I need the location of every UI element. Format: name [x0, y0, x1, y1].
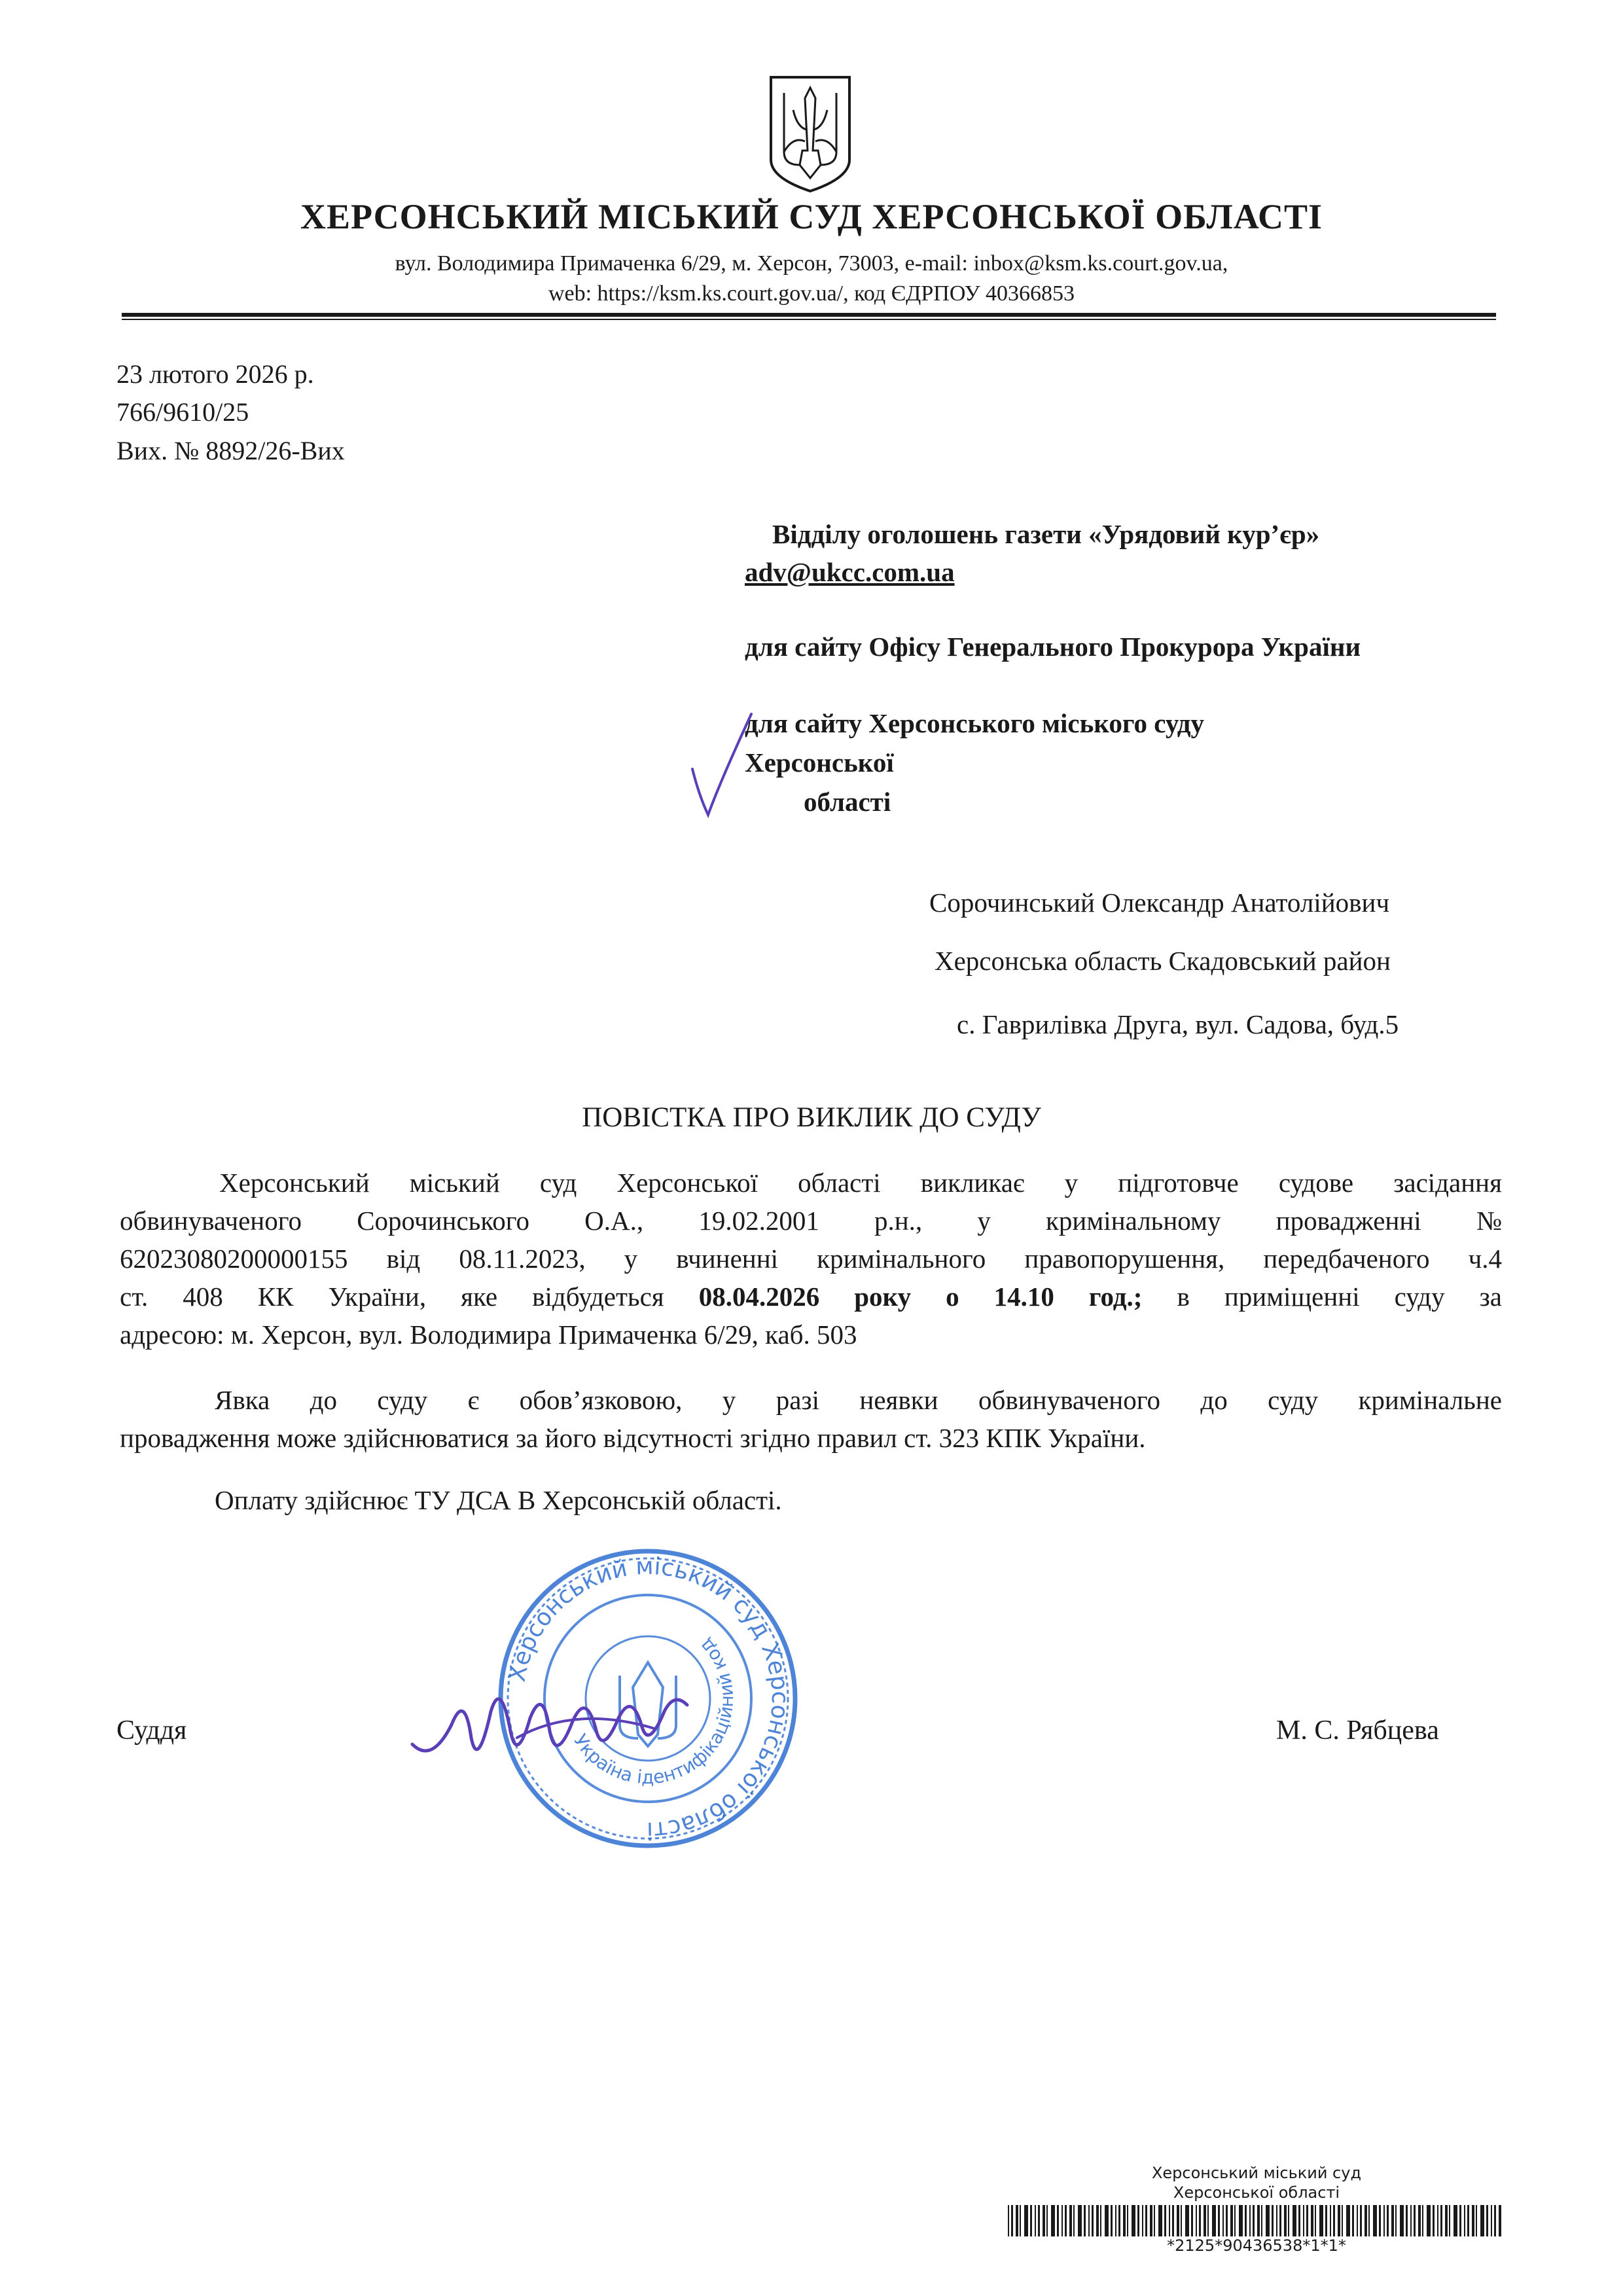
registration-code: *2125*90436538*1*1* [1167, 2236, 1346, 2255]
summons-p2-line2: провадження може здійснюватися за його відсутності згідно правил ст. 323 КПК України. [120, 1423, 1146, 1453]
barcode-bar [1414, 2205, 1416, 2236]
barcode-bar [1181, 2205, 1182, 2236]
barcode-bar [1111, 2205, 1113, 2236]
barcode-bar [1230, 2205, 1233, 2236]
barcode-bar [1132, 2205, 1135, 2236]
summons-p1-line5: адресою: м. Херсон, вул. Володимира Примаченка 6/29, каб. 503 [120, 1319, 857, 1350]
barcode-bar [1467, 2205, 1469, 2236]
barcode-bar [1360, 2205, 1362, 2236]
barcode-bar [1368, 2205, 1370, 2236]
barcode-bar [1311, 2205, 1313, 2236]
barcode-icon [1008, 2205, 1505, 2236]
coat-of-arms-icon [767, 73, 853, 195]
barcode-bar [1418, 2205, 1421, 2236]
court-address-line2: web: https://ksm.ks.court.gov.ua/, код ЄДРПОУ 40366853 [548, 281, 1075, 306]
barcode-bar [1154, 2205, 1155, 2236]
summons-p1-line1 [219, 1164, 1502, 1202]
barcode-bar [1410, 2205, 1412, 2236]
recipient-court-site-line2: Херсонської [745, 747, 894, 778]
barcode-bar [1115, 2205, 1116, 2236]
recipient-newspaper: Відділу оголошень газети «Урядовий кур’єр» [772, 519, 1320, 549]
addressee-region: Херсонська область Скадовський район [935, 946, 1391, 976]
barcode-bar [1088, 2205, 1090, 2236]
barcode-bar [1234, 2205, 1236, 2236]
barcode-bar [1127, 2205, 1128, 2236]
court-address-line1: вул. Володимира Примаченка 6/29, м. Херсон, 73003, e-mail: inbox@ksm.ks.court.gov.ua, [395, 251, 1228, 276]
barcode-bar [1303, 2205, 1304, 2236]
barcode-bar [1427, 2205, 1431, 2236]
summons-text: 62023080200000155 від 08.11.2023, у вчиненні кримінального правопорушення, передбаченого ч.4 [120, 1244, 1502, 1274]
check-mark-icon [681, 710, 759, 821]
summons-title: ПОВІСТКА ПРО ВИКЛИК ДО СУДУ [582, 1102, 1041, 1133]
summons-p1-line2 [120, 1202, 1502, 1240]
barcode-bar [1137, 2205, 1139, 2236]
barcode-bar [1491, 2205, 1492, 2236]
header-divider [122, 313, 1496, 317]
court-name: ХЕРСОНСЬКИЙ МІСЬКИЙ СУД ХЕРСОНСЬКОЇ ОБЛАСТІ [300, 197, 1323, 236]
barcode-bar [1433, 2205, 1435, 2236]
barcode-bar [1199, 2205, 1201, 2236]
barcode-bar [1315, 2205, 1316, 2236]
barcode-bar [1494, 2205, 1496, 2236]
barcode-bar [1333, 2205, 1335, 2236]
barcode-bar [1142, 2205, 1143, 2236]
barcode-bar [1387, 2205, 1389, 2236]
barcode-bar [1016, 2205, 1018, 2236]
recipient-email-link[interactable]: adv@ukcc.com.ua [745, 557, 955, 587]
addressee-name: Сорочинський Олександр Анатолійович [929, 888, 1390, 918]
barcode-bar [1373, 2205, 1377, 2236]
summons-text: Явка до суду є обов’язковою, у разі неявки обвинуваченого до суду кримінальне [215, 1385, 1502, 1415]
seal-outer-text: Херсонський міський суд Херсонської області [503, 1552, 794, 1844]
summons-p3: Оплату здійснює ТУ ДСА В Херсонській області. [215, 1485, 782, 1515]
barcode-bar [1364, 2205, 1367, 2236]
barcode-bar [1276, 2205, 1277, 2236]
barcode-bar [1346, 2205, 1350, 2236]
barcode-bar [1061, 2205, 1063, 2236]
barcode-bar [1406, 2205, 1408, 2236]
barcode-bar [1222, 2205, 1224, 2236]
barcode-bar [1445, 2205, 1448, 2236]
registration-court-line2: Херсонської області [1173, 2183, 1340, 2202]
barcode-bar [1196, 2205, 1197, 2236]
barcode-bar [1249, 2205, 1251, 2236]
barcode-bar [1011, 2205, 1013, 2236]
summons-text: обвинуваченого Сорочинського О.А., 19.02.2001 р.н., у кримінальному провадженні № [120, 1206, 1502, 1236]
barcode-bar [1253, 2205, 1255, 2236]
barcode-bar [1204, 2205, 1206, 2236]
barcode-bar [1383, 2205, 1385, 2236]
barcode-bar [1480, 2205, 1484, 2236]
barcode-bar [1024, 2205, 1028, 2236]
barcode-bar [1051, 2205, 1055, 2236]
recipient-court-site-line1: для сайту Херсонського міського суду [745, 708, 1205, 738]
summons-p1-line4 [120, 1278, 1502, 1316]
barcode-bar [1449, 2205, 1450, 2236]
barcode-bar [1084, 2205, 1086, 2236]
case-number: 766/9610/25 [116, 397, 249, 427]
barcode-bar [1073, 2205, 1075, 2236]
summons-text: в приміщенні суду за [1142, 1282, 1502, 1312]
barcode-bar [1020, 2205, 1021, 2236]
barcode-bar [1038, 2205, 1040, 2236]
barcode-bar [1035, 2205, 1036, 2236]
barcode-bar [1212, 2205, 1216, 2236]
barcode-bar [1191, 2205, 1193, 2236]
barcode-bar [1298, 2205, 1300, 2236]
barcode-bar [1158, 2205, 1162, 2236]
barcode-bar [1100, 2205, 1101, 2236]
barcode-bar [1288, 2205, 1289, 2236]
outgoing-number: Вих. № 8892/26-Вих [116, 436, 345, 465]
barcode-bar [1046, 2205, 1048, 2236]
barcode-bar [1330, 2205, 1331, 2236]
barcode-bar [1400, 2205, 1404, 2236]
barcode-bar [1261, 2205, 1262, 2236]
summons-text: Херсонський міський суд Херсонської області викликає у підготовче судове засідання [219, 1168, 1502, 1198]
barcode-bar [1164, 2205, 1166, 2236]
barcode-bar [1185, 2205, 1189, 2236]
recipient-court-site-line3: області [804, 787, 891, 817]
barcode-bar [1272, 2205, 1274, 2236]
hearing-datetime: 08.04.2026 року о 14.10 год.; [698, 1282, 1143, 1312]
barcode-bar [1118, 2205, 1120, 2236]
barcode-bar [1245, 2205, 1247, 2236]
barcode-bar [1057, 2205, 1059, 2236]
barcode-bar [1172, 2205, 1174, 2236]
seal-inner-text: Україна ідентифікаційний код [569, 1634, 738, 1789]
barcode-bar [1065, 2205, 1067, 2236]
barcode-bar [1169, 2205, 1170, 2236]
judge-name: М. С. Рябцева [1276, 1715, 1439, 1746]
document-date: 23 лютого 2026 р. [116, 359, 314, 389]
barcode-bar [1105, 2205, 1109, 2236]
barcode-bar [1293, 2205, 1296, 2236]
barcode-bar [1150, 2205, 1152, 2236]
court-address [0, 249, 1623, 309]
handwritten-signature-icon [406, 1666, 700, 1777]
barcode-bar [1218, 2205, 1220, 2236]
barcode-bar [1499, 2205, 1501, 2236]
barcode-bar [1279, 2205, 1281, 2236]
judge-label: Суддя [116, 1715, 187, 1746]
barcode-bar [1440, 2205, 1442, 2236]
barcode-bar [1030, 2205, 1032, 2236]
barcode-bar [1177, 2205, 1179, 2236]
barcode-bar [1342, 2205, 1343, 2236]
barcode-bar [1008, 2205, 1009, 2236]
barcode-bar [1472, 2205, 1474, 2236]
barcode-bar [1391, 2205, 1394, 2236]
barcode-bar [1145, 2205, 1147, 2236]
recipient-prosecutor-office: для сайту Офісу Генерального Прокурора України [745, 632, 1361, 662]
registration-stamp [1001, 2163, 1512, 2255]
barcode-bar [1476, 2205, 1477, 2236]
barcode-bar [1325, 2205, 1327, 2236]
barcode-bar [1207, 2205, 1209, 2236]
barcode-bar [1338, 2205, 1340, 2236]
summons-p1-line3 [120, 1240, 1502, 1278]
barcode-bar [1096, 2205, 1099, 2236]
barcode-bar [1459, 2205, 1461, 2236]
barcode-bar [1464, 2205, 1465, 2236]
summons-text: ст. 408 КК України, яке відбудеться [120, 1282, 699, 1312]
header-divider-thin [122, 319, 1496, 320]
barcode-bar [1357, 2205, 1358, 2236]
barcode-bar [1092, 2205, 1094, 2236]
barcode-bar [1379, 2205, 1381, 2236]
summons-p2-line1 [215, 1381, 1502, 1419]
barcode-bar [1422, 2205, 1423, 2236]
barcode-bar [1226, 2205, 1228, 2236]
barcode-bar [1395, 2205, 1397, 2236]
barcode-bar [1266, 2205, 1270, 2236]
barcode-bar [1437, 2205, 1438, 2236]
barcode-bar [1284, 2205, 1287, 2236]
barcode-bar [1069, 2205, 1072, 2236]
barcode-bar [1257, 2205, 1260, 2236]
barcode-bar [1486, 2205, 1488, 2236]
barcode-bar [1454, 2205, 1457, 2236]
barcode-bar [1306, 2205, 1308, 2236]
barcode-bar [1352, 2205, 1354, 2236]
barcode-bar [1043, 2205, 1045, 2236]
barcode-bar [1123, 2205, 1126, 2236]
addressee-street: с. Гаврилівка Друга, вул. Садова, буд.5 [957, 1009, 1399, 1039]
barcode-bar [1078, 2205, 1082, 2236]
barcode-bar [1239, 2205, 1243, 2236]
registration-court-line1: Херсонський міський суд [1151, 2164, 1362, 2182]
barcode-bar [1319, 2205, 1323, 2236]
